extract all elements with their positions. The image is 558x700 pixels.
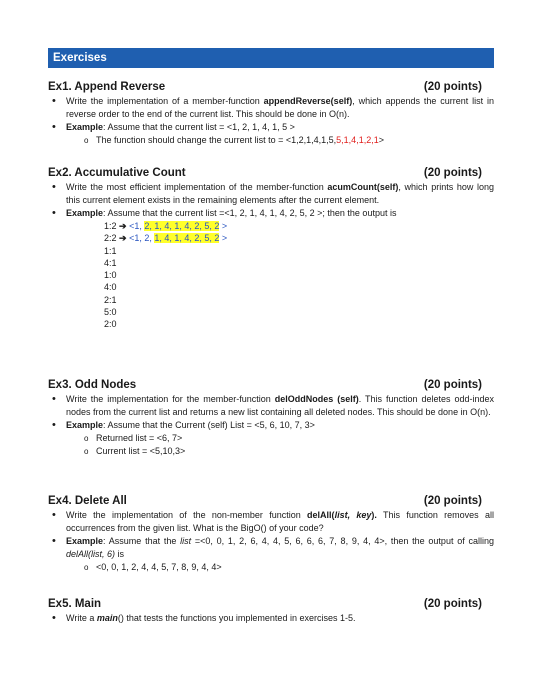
ex2-highlight-2: 1, 4, 1, 4, 2, 5, 2 [154,233,220,244]
ex2-output-line: 4:1 [104,257,117,268]
ex5-title: Ex5. Main [48,598,102,610]
ex5-header [48,597,494,612]
ex3-description: • Write the implementation for the member-function delOddNodes (self). This function deletes odd-index nodes from the current list and returns a new list containing all deleted nodes. This should be done in O(n). [48,393,494,419]
ex4-section [48,494,494,574]
ex3-current-list: o Current list = <5,10,3> [48,445,494,458]
ex4-example: • Example: Assume that the list =<0, 0, 1, 2, 6, 4, 4, 5, 6, 6, 6, 7, 8, 9, 4, 4>, then the output of calling delAll(list, 6) is [48,535,494,561]
ex2-function-name: acumCount(self) [327,182,399,192]
ex3-returned-list: o Returned list = <6, 7> [48,432,494,445]
ex2-output-line: 4:0 [104,282,117,293]
arrow-icon: ➔ [119,233,127,244]
ex1-example-result: o The function should change the current list to = <1,2,1,4,1,5,5,1,4,1,2,1> [48,134,494,147]
ex3-example: • Example: Assume that the Current (self) List = <5, 6, 10, 7, 3> [48,419,494,432]
ex1-title: Ex1. Append Reverse [48,81,166,93]
ex2-description: • Write the most efficient implementation of the member-function acumCount(self), which prints how long this current element exists in the remaining elements after the current element. [48,181,494,207]
ex2-output-line-1: 1:2 ➔ <1, 2, 1, 4, 1, 4, 2, 5, 2 > [104,221,228,231]
ex4-header [48,494,494,509]
ex2-output-line-2: 2:2 ➔ <1, 2, 1, 4, 1, 4, 2, 5, 2 > [104,233,228,244]
ex2-output-block [48,220,494,331]
ex2-example: • Example: Assume that the current list =<1, 2, 1, 4, 1, 4, 2, 5, 2 >; then the output is [48,207,494,220]
ex2-output-line: 2:0 [104,319,117,330]
ex3-section [48,378,494,458]
exercises-banner: Exercises [48,48,494,68]
ex1-description: • Write the implementation of a member-function appendReverse(self), which appends the current list in reverse order to the end of the current list. This should be done in O(n). [48,95,494,121]
ex3-header [48,378,494,393]
ex5-section [48,597,494,625]
ex3-points: (20 points) [423,379,482,391]
ex1-header [48,80,494,95]
ex2-points: (20 points) [423,167,482,179]
ex3-function-name: delOddNodes (self) [274,394,359,404]
ex5-points: (20 points) [423,598,482,610]
ex1-example: • Example: Assume that the current list = <1, 2, 1, 4, 1, 5 > [48,121,494,134]
ex1-points: (20 points) [423,81,482,93]
ex4-function-name: delAll(list, key). [307,510,377,520]
ex5-description: • Write a main() that tests the functions you implemented in exercises 1-5. [48,612,494,625]
ex2-output-line: 1:1 [104,245,117,256]
ex4-example-result: o <0, 0, 1, 2, 4, 4, 5, 7, 8, 9, 4, 4> [48,561,494,574]
ex5-function-name: main [96,613,118,623]
ex2-header [48,166,494,181]
ex2-section [48,166,494,331]
ex4-points: (20 points) [423,495,482,507]
ex2-output-line: 5:0 [104,307,117,318]
ex3-title: Ex3. Odd Nodes [48,379,137,391]
ex1-reversed-part: 5,1,4,1,2,1 [336,135,379,145]
arrow-icon: ➔ [119,221,127,231]
ex2-output-line: 1:0 [104,270,117,281]
ex1-section [48,80,494,147]
ex4-title: Ex4. Delete All [48,495,127,507]
ex4-description: • Write the implementation of the non-member function delAll(list, key). This function removes all occurrences from the given list. What is the BigO() of your code? [48,509,494,535]
ex2-output-line: 2:1 [104,294,117,305]
ex2-title: Ex2. Accumulative Count [48,167,186,179]
ex1-function-name: appendReverse(self) [263,96,353,106]
ex2-highlight-1: 2, 1, 4, 1, 4, 2, 5, 2 [144,221,220,231]
